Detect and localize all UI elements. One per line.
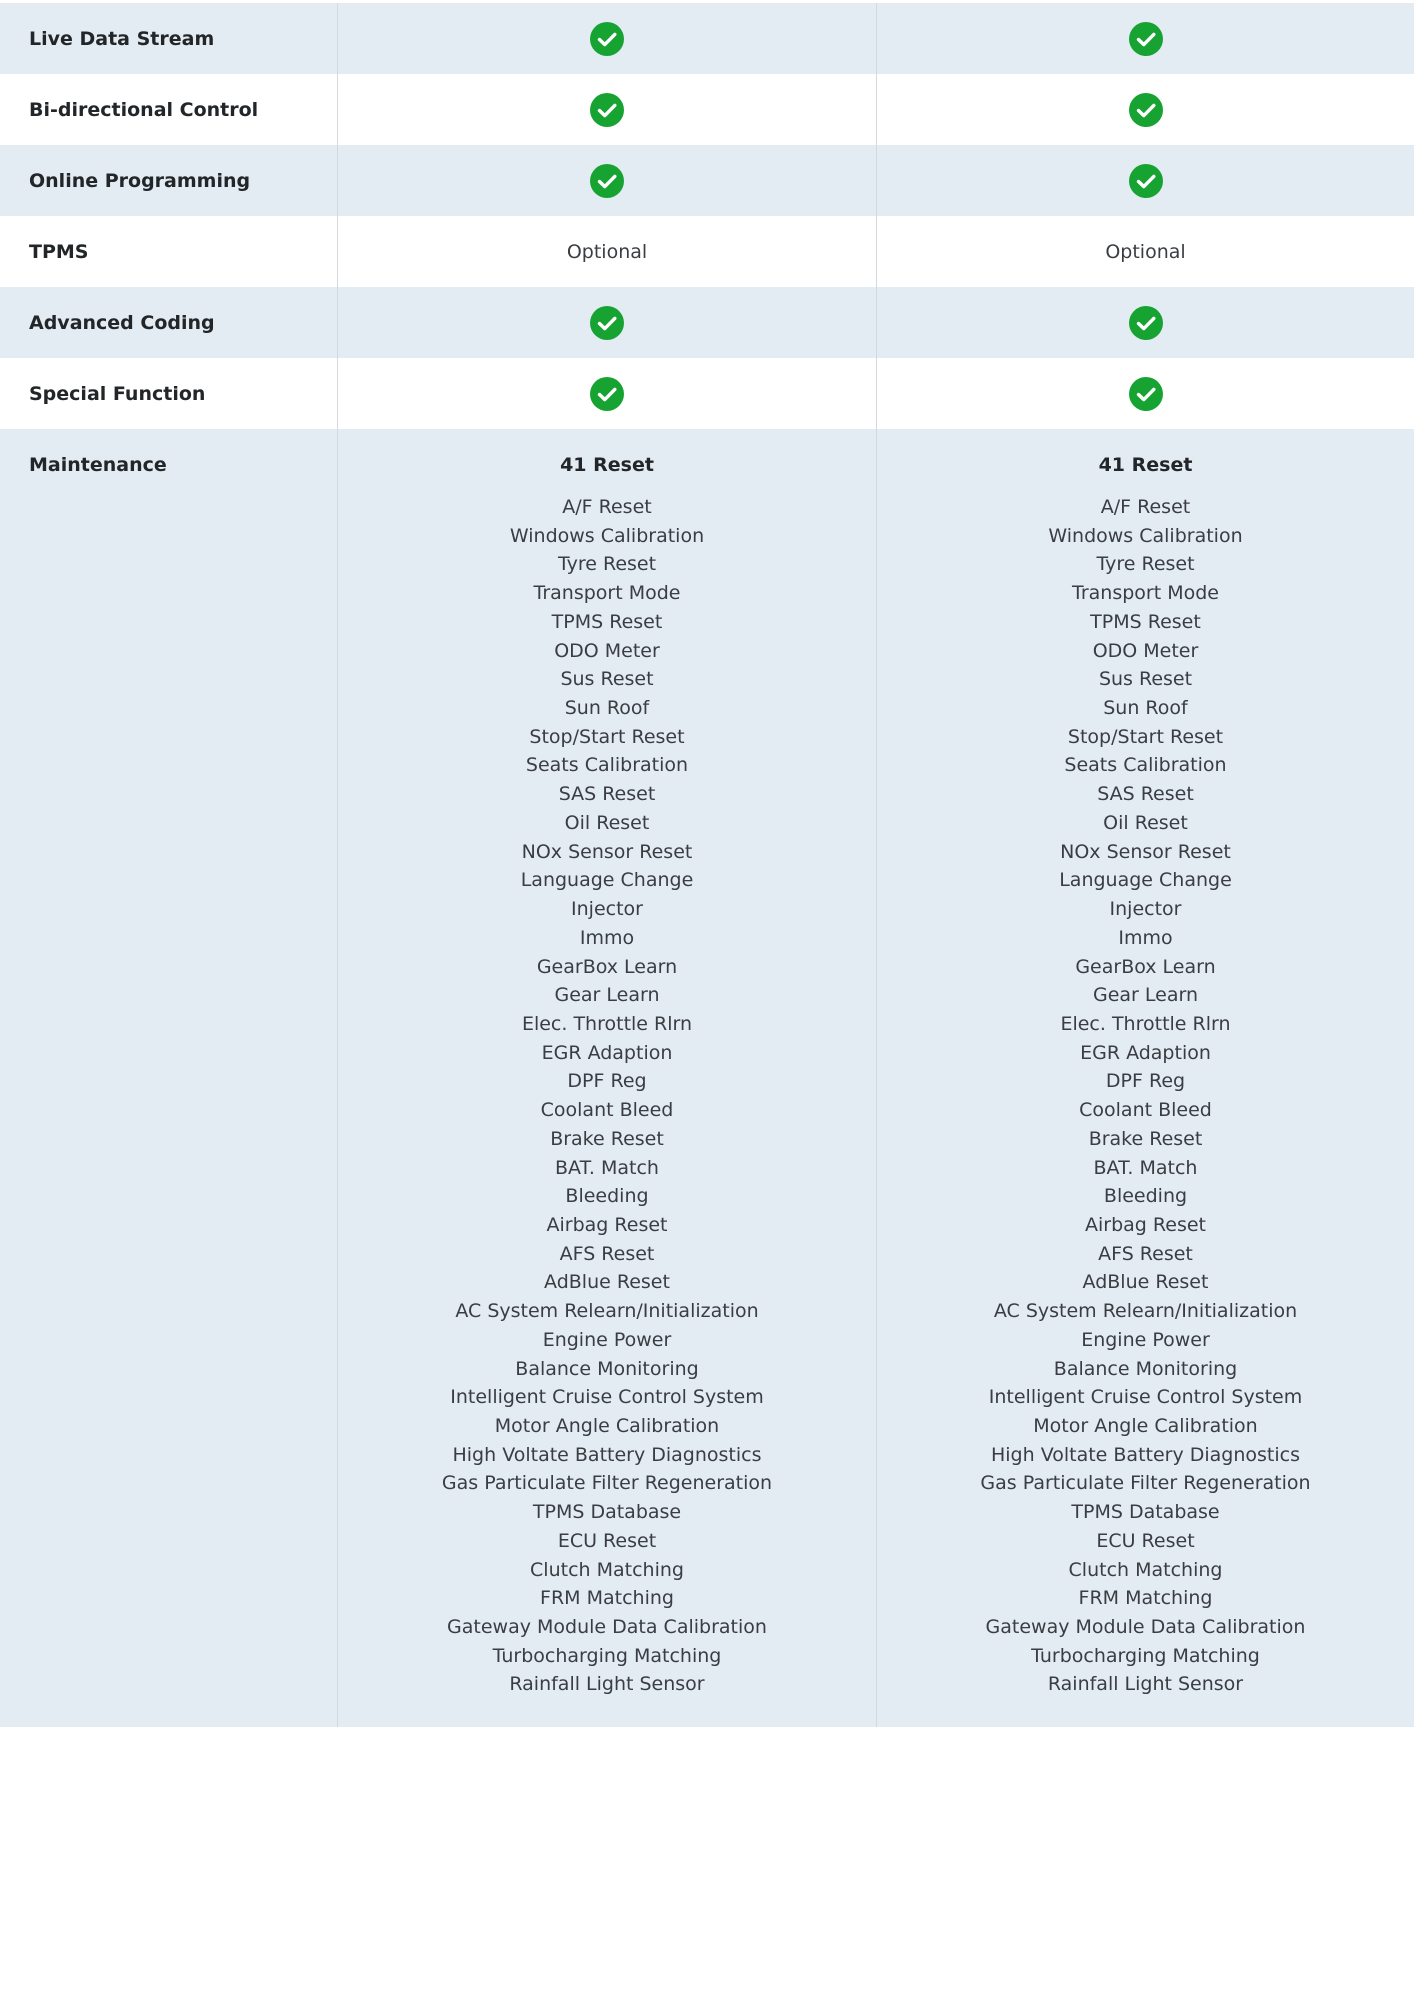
feature-label: Online Programming	[0, 145, 338, 216]
list-item: High Voltate Battery Diagnostics	[990, 1443, 1301, 1466]
value-cell	[877, 287, 1414, 358]
list-item: AFS Reset	[1098, 1242, 1193, 1265]
list-item: NOx Sensor Reset	[521, 840, 693, 863]
list-item: Gateway Module Data Calibration	[985, 1616, 1306, 1639]
list-item: BAT. Match	[555, 1156, 659, 1179]
list-item: Gas Particulate Filter Regeneration	[980, 1472, 1311, 1495]
list-item: FRM Matching	[1078, 1587, 1213, 1610]
value-cell	[338, 358, 877, 429]
list-item: Motor Angle Calibration	[1033, 1415, 1258, 1437]
list-item: Clutch Matching	[530, 1558, 684, 1581]
table-row	[0, 74, 1414, 145]
list-item: Balance Monitoring	[515, 1357, 699, 1380]
list-item: Stop/Start Reset	[529, 725, 685, 748]
list-item: Elec. Throttle Rlrn	[1060, 1012, 1231, 1035]
list-item: Clutch Matching	[1068, 1558, 1223, 1581]
maintenance-column	[338, 429, 877, 1727]
table-row	[0, 216, 1414, 287]
list-item: Coolant Bleed	[540, 1099, 674, 1122]
list-item: FRM Matching	[540, 1587, 674, 1610]
list-item: Balance Monitoring	[1053, 1357, 1238, 1380]
value-text: Optional	[566, 240, 648, 263]
reset-list	[980, 493, 1310, 1699]
list-item: Motor Angle Calibration	[494, 1415, 720, 1437]
list-item: Rainfall Light Sensor	[1047, 1673, 1244, 1696]
list-item: Tyre Reset	[1096, 553, 1195, 576]
list-item: AdBlue Reset	[544, 1271, 670, 1294]
list-item: Oil Reset	[1103, 811, 1188, 834]
list-item: Intelligent Cruise Control System	[450, 1386, 764, 1409]
list-item: Transport Mode	[1072, 582, 1219, 605]
list-item: Stop/Start Reset	[1067, 725, 1224, 748]
list-item: Sus Reset	[560, 668, 654, 691]
list-item: TPMS Database	[532, 1501, 682, 1524]
list-item: ODO Meter	[554, 639, 660, 662]
list-item: TPMS Reset	[1090, 610, 1201, 633]
value-cell	[338, 216, 877, 287]
reset-count-heading: 41 Reset	[1098, 454, 1193, 476]
list-item: GearBox Learn	[536, 955, 678, 978]
list-item: Gear Learn	[554, 984, 660, 1007]
value-cell	[877, 358, 1414, 429]
list-item: TPMS Database	[1071, 1501, 1220, 1524]
list-item: TPMS Reset	[551, 610, 663, 633]
value-cell	[877, 74, 1414, 145]
list-item: A/F Reset	[1100, 496, 1191, 518]
list-item: Tyre Reset	[557, 553, 657, 576]
list-item: Injector	[571, 898, 643, 921]
check-icon	[1129, 93, 1163, 127]
value-cell	[338, 287, 877, 358]
feature-label: Advanced Coding	[0, 287, 338, 358]
list-item: Language Change	[1059, 869, 1232, 892]
comparison-table	[0, 3, 1414, 1727]
feature-label: Bi-directional Control	[0, 74, 338, 145]
feature-label: Live Data Stream	[0, 3, 338, 74]
list-item: Immo	[579, 926, 635, 949]
maintenance-column	[877, 429, 1414, 1727]
list-item: High Voltate Battery Diagnostics	[452, 1443, 762, 1466]
list-item: Sun Roof	[1103, 697, 1188, 720]
reset-count-heading: 41 Reset	[560, 454, 654, 476]
list-item: Intelligent Cruise Control System	[988, 1386, 1303, 1409]
list-item: DPF Reg	[567, 1070, 647, 1093]
list-item: Rainfall Light Sensor	[509, 1673, 705, 1696]
list-item: EGR Adaption	[541, 1041, 673, 1064]
list-item: Oil Reset	[564, 811, 650, 834]
list-item: BAT. Match	[1093, 1156, 1198, 1179]
list-item: Gas Particulate Filter Regeneration	[441, 1472, 773, 1495]
list-item: Windows Calibration	[509, 524, 705, 547]
list-item: Seats Calibration	[1064, 754, 1227, 777]
check-icon	[590, 164, 624, 198]
list-item: Coolant Bleed	[1079, 1099, 1212, 1122]
value-cell	[338, 74, 877, 145]
value-cell	[338, 145, 877, 216]
feature-label: Special Function	[0, 358, 338, 429]
list-item: Elec. Throttle Rlrn	[521, 1012, 693, 1035]
list-item: GearBox Learn	[1075, 955, 1216, 978]
list-item: ECU Reset	[557, 1529, 657, 1552]
list-item: Windows Calibration	[1048, 524, 1243, 547]
list-item: Sun Roof	[564, 697, 650, 720]
check-icon	[1129, 377, 1163, 411]
check-icon	[590, 377, 624, 411]
list-item: Airbag Reset	[1085, 1213, 1206, 1236]
list-item: AC System Relearn/Initialization	[455, 1300, 759, 1323]
value-text: Optional	[1105, 240, 1186, 263]
table-row	[0, 287, 1414, 358]
list-item: Turbocharging Matching	[492, 1644, 722, 1667]
list-item: Transport Mode	[533, 582, 681, 605]
value-cell	[877, 216, 1414, 287]
check-icon	[1129, 306, 1163, 340]
list-item: AFS Reset	[559, 1242, 655, 1265]
list-item: SAS Reset	[558, 783, 656, 806]
list-item: Turbocharging Matching	[1031, 1644, 1260, 1667]
list-item: Injector	[1109, 898, 1182, 921]
list-item: Sus Reset	[1098, 668, 1193, 691]
list-item: Brake Reset	[550, 1127, 664, 1150]
list-item: Language Change	[520, 869, 694, 892]
table-row	[0, 3, 1414, 74]
feature-label: TPMS	[0, 216, 338, 287]
list-item: Bleeding	[1103, 1185, 1188, 1208]
list-item: Bleeding	[565, 1185, 649, 1208]
list-item: Immo	[1118, 926, 1173, 949]
check-icon	[1129, 164, 1163, 198]
list-item: ODO Meter	[1092, 639, 1199, 662]
list-item: ECU Reset	[1096, 1529, 1195, 1552]
list-item: Brake Reset	[1088, 1127, 1203, 1150]
list-item: AdBlue Reset	[1082, 1271, 1209, 1294]
list-item: Engine Power	[1081, 1328, 1210, 1351]
value-cell	[338, 3, 877, 74]
reset-list	[442, 493, 772, 1699]
list-item: Gear Learn	[1092, 984, 1198, 1007]
list-item: Engine Power	[542, 1328, 672, 1351]
table-row	[0, 145, 1414, 216]
list-item: DPF Reg	[1105, 1070, 1186, 1093]
list-item: EGR Adaption	[1080, 1041, 1211, 1064]
list-item: Gateway Module Data Calibration	[447, 1616, 767, 1639]
check-icon	[590, 306, 624, 340]
list-item: NOx Sensor Reset	[1060, 840, 1231, 863]
list-item: SAS Reset	[1097, 783, 1194, 806]
list-item: Airbag Reset	[546, 1213, 668, 1236]
feature-label: Maintenance	[0, 429, 338, 1727]
value-cell	[877, 3, 1414, 74]
check-icon	[1129, 22, 1163, 56]
value-cell	[877, 145, 1414, 216]
list-item: A/F Reset	[562, 496, 652, 518]
table-row	[0, 358, 1414, 429]
check-icon	[590, 22, 624, 56]
table-row-maintenance	[0, 429, 1414, 1727]
check-icon	[590, 93, 624, 127]
list-item: AC System Relearn/Initialization	[993, 1300, 1298, 1323]
list-item: Seats Calibration	[525, 754, 689, 777]
